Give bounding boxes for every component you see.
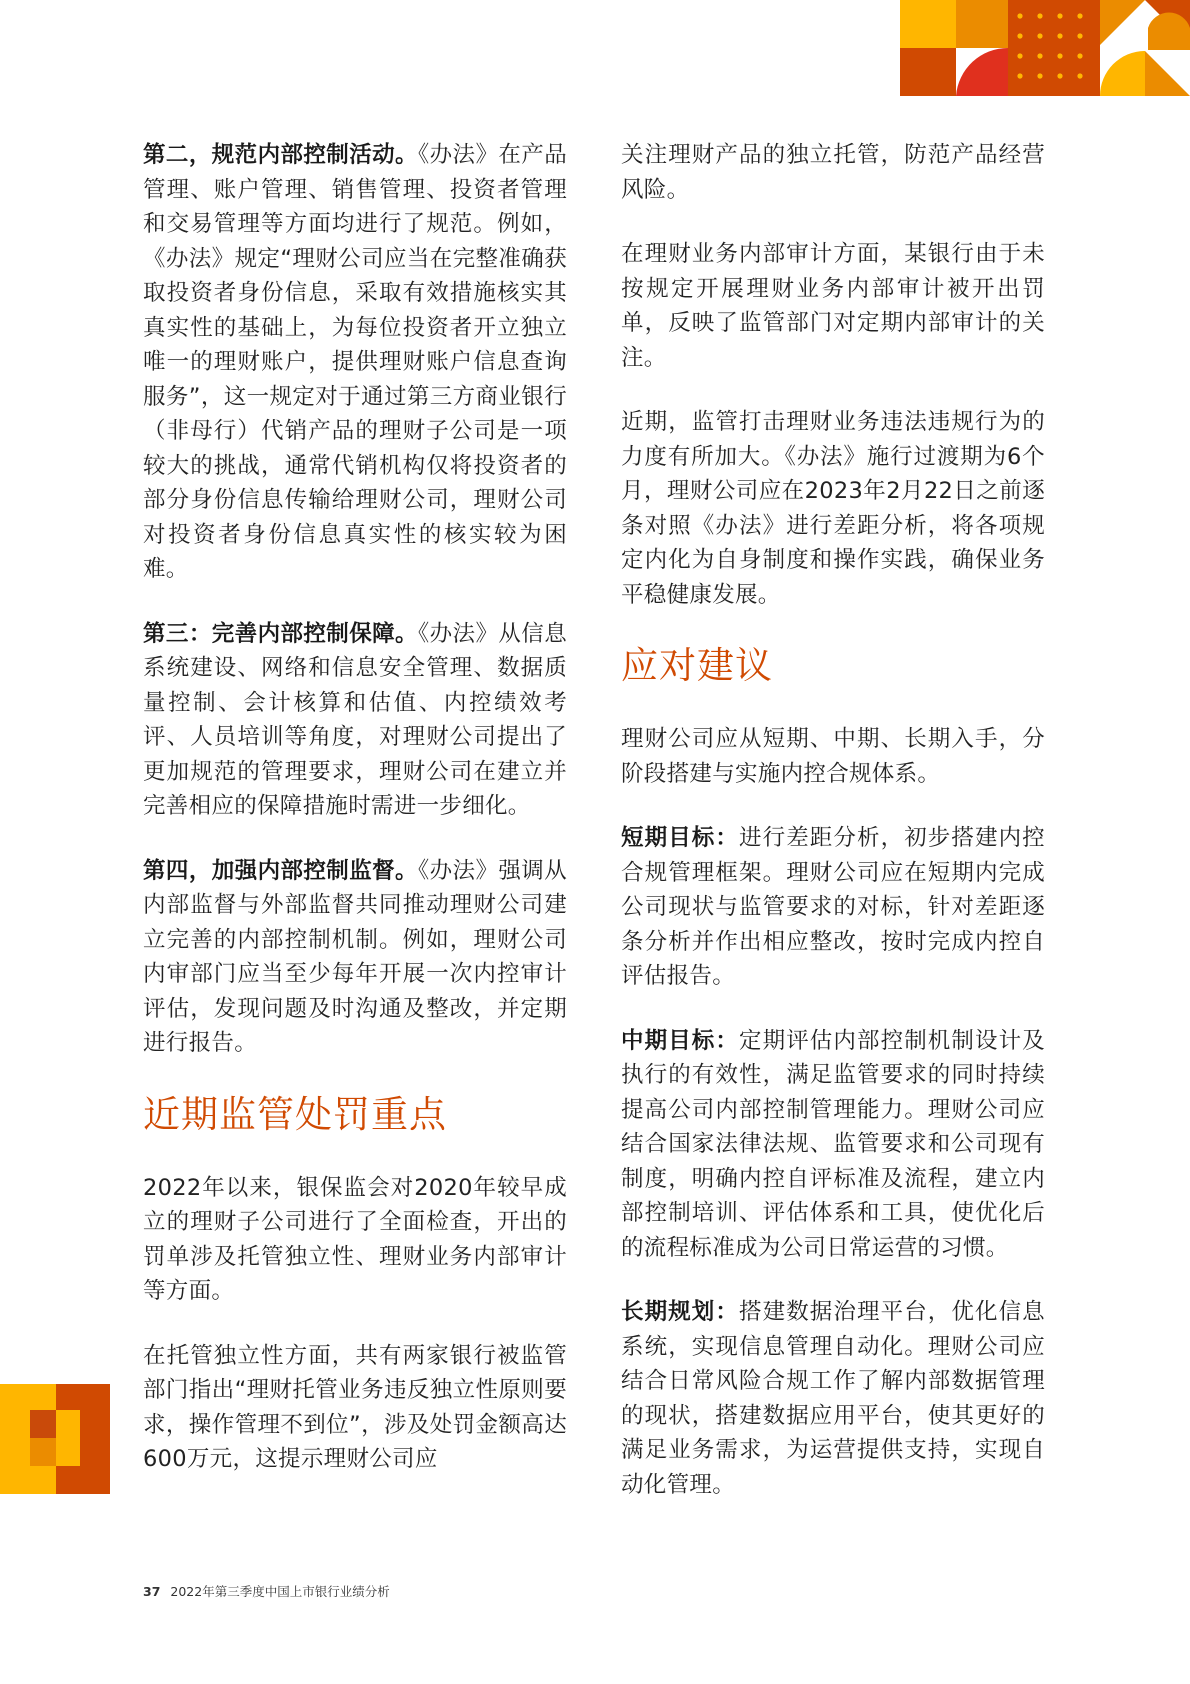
paragraph-text: 搭建数据治理平台，优化信息系统，实现信息管理自动化。理财公司应结合日常风险合规工作了解内部数据管理的现状，搭建数据应用平台，使其更好的满足业务需求，为运营提供支持，实现自动化管理。 xyxy=(621,1299,1045,1498)
paragraph-text: 定期评估内部控制机制设计及执行的有效性，满足监管要求的同时持续提高公司内部控制管理能力。理财公司应结合国家法律法规、监管要求和公司现有制度，明确内控自评标准及流程，建立内部控制培训、评估体系和工具，使优化后的流程标准成为公司日常运营的习惯。 xyxy=(621,1027,1045,1261)
square-pattern-icon xyxy=(0,1384,110,1494)
paragraph-inspection: 2022年以来，银保监会对2020年较早成立的理财子公司进行了全面检查，开出的罚单涉及托管独立性、理财业务内部审计等方面。 xyxy=(143,1174,567,1304)
paragraph-short-term xyxy=(621,821,1045,994)
section-heading-penalty-focus: 近期监管处罚重点 xyxy=(143,1092,447,1136)
paragraph-enforcement: 近期，监管打击理财业务违法违规行为的力度有所加大。《办法》施行过渡期为6个月，理财公司应在2023年2月22日之前逐条对照《办法》进行差距分析，将各项规定内化为自身制度和操作实践，确保业务平稳健康发展。 xyxy=(621,409,1045,608)
paragraph-text: 《办法》从信息系统建设、网络和信息安全管理、数据质量控制、会计核算和估值、内控绩效考评、人员培训等角度，对理财公司提出了更加规范的管理要求，理财公司在建立并完善相应的保障措施时需进一步细化。 xyxy=(143,620,567,819)
page-footer xyxy=(143,1582,390,1600)
corner-decoration-bottom xyxy=(0,1384,110,1494)
right-column xyxy=(621,138,1045,1532)
paragraph-mid-term xyxy=(621,1024,1045,1266)
section-heading-recommendations: 应对建议 xyxy=(621,644,773,687)
paragraph-text: 《办法》强调从内部监督与外部监督共同推动理财公司建立完善的内部控制机制。例如，理财公司内审部门应当至少每年开展一次内控审计评估，发现问题及时沟通及整改，并定期进行报告。 xyxy=(143,857,567,1056)
report-title: 2022年第三季度中国上市银行业绩分析 xyxy=(170,1584,390,1599)
paragraph-text: 进行差距分析，初步搭建内控合规管理框架。理财公司应在短期内完成公司现状与监管要求的对标，针对差距逐条分析并作出相应整改，按时完成内控自评估报告。 xyxy=(621,825,1045,989)
paragraph-custody-continued: 关注理财产品的独立托管，防范产品经营风险。 xyxy=(621,142,1045,203)
paragraph-lead: 短期目标： xyxy=(621,825,739,851)
paragraph-recommendation-intro: 理财公司应从短期、中期、长期入手，分阶段搭建与实施内控合规体系。 xyxy=(621,726,1045,787)
paragraph-custody-independence: 在托管独立性方面，共有两家银行被监管部门指出“理财托管业务违反独立性原则要求，操作管理不到位”，涉及处罚金额高达600万元，这提示理财公司应 xyxy=(143,1342,567,1472)
paragraph-control-safeguards xyxy=(143,617,567,824)
paragraph-lead: 第四，加强内部控制监督。 xyxy=(143,857,418,884)
page-number: 37 xyxy=(143,1584,161,1599)
paragraph-lead: 第三：完善内部控制保障。 xyxy=(143,620,418,647)
paragraph-lead: 第二，规范内部控制活动。 xyxy=(143,142,418,168)
geometric-pattern-icon xyxy=(900,0,1190,96)
paragraph-control-activities xyxy=(143,138,567,587)
paragraph-lead: 中期目标： xyxy=(621,1027,739,1054)
paragraph-internal-audit: 在理财业务内部审计方面，某银行由于未按规定开展理财业务内部审计被开出罚单，反映了监管部门对定期内部审计的关注。 xyxy=(621,241,1045,371)
paragraph-lead: 长期规划： xyxy=(621,1299,739,1325)
paragraph-control-supervision xyxy=(143,854,567,1061)
corner-decoration-top xyxy=(900,0,1190,96)
left-column xyxy=(143,138,567,1507)
paragraph-long-term xyxy=(621,1295,1045,1502)
paragraph-text: 《办法》在产品管理、账户管理、销售管理、投资者管理和交易管理等方面均进行了规范。例如，《办法》规定“理财公司应当在完整准确获取投资者身份信息，采取有效措施核实其真实性的基础上，为每位投资者开立独立唯一的理财账户，提供理财账户信息查询服务”，这一规定对于通过第三方商业银行（非母行）代销产品的理财子公司是一项较大的挑战，通常代销机构仅将投资者的部分身份信息传输给理财公司，理财公司对投资者身份信息真实性的核实较为困难。 xyxy=(143,142,567,582)
